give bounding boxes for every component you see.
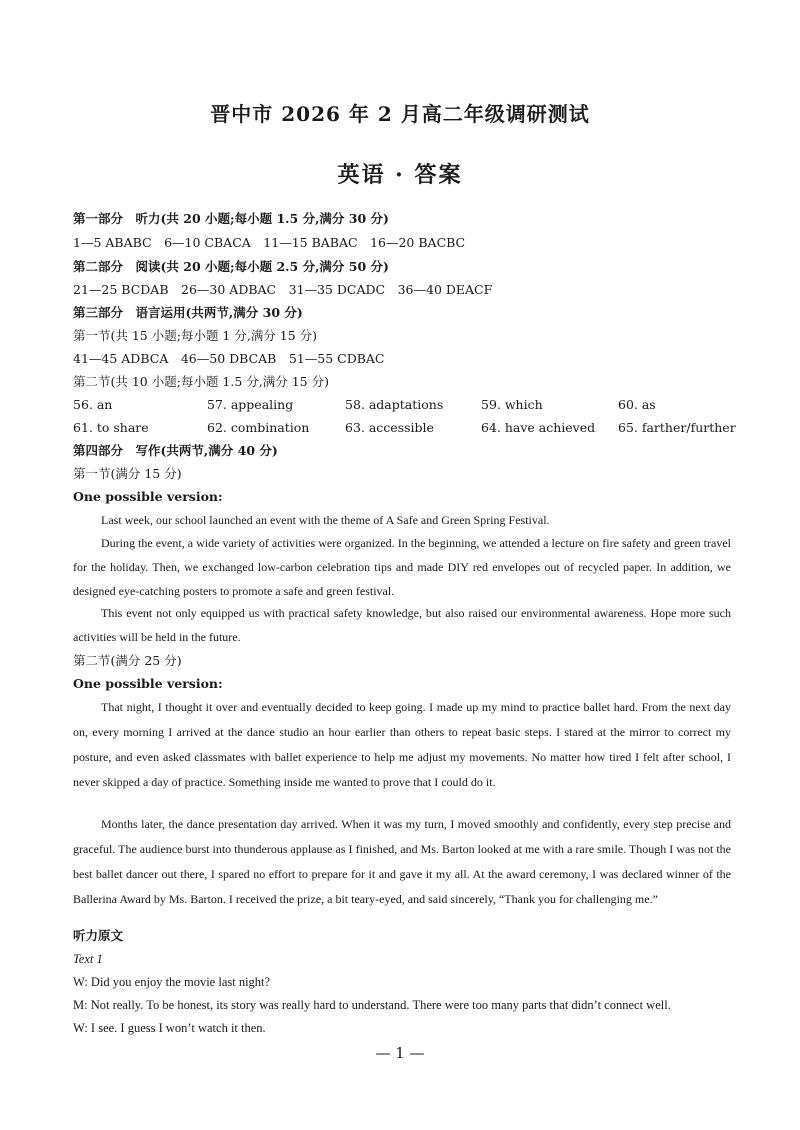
part4-heading: 第四部分 写作(共两节,满分 40 分) xyxy=(73,443,278,458)
grammar-answer-62: 62. combination xyxy=(207,420,310,435)
grammar-answer-60: 60. as xyxy=(618,397,656,412)
writing1-paragraph-1: Last week, our school launched an event with the theme of A Safe and Green Spring Festival. xyxy=(101,513,550,527)
grammar-answer-59: 59. which xyxy=(481,397,543,412)
grammar-answer-63: 63. accessible xyxy=(345,420,434,435)
page-subtitle: 英语 · 答案 xyxy=(337,162,463,188)
grammar-answer-65: 65. farther/further xyxy=(618,420,736,435)
part4-section1-label: One possible version: xyxy=(73,489,223,504)
part1-heading: 第一部分 听力(共 20 小题;每小题 1.5 分,满分 30 分) xyxy=(73,211,389,226)
grammar-answer-58: 58. adaptations xyxy=(345,397,444,412)
transcript-line-3: W: I see. I guess I won’t watch it then. xyxy=(73,1021,266,1035)
grammar-answer-57: 57. appealing xyxy=(207,397,294,412)
transcript-text-label: Text 1 xyxy=(73,952,103,966)
grammar-answer-56: 56. an xyxy=(73,397,113,412)
writing2-paragraph-1: That night, I thought it over and eventually decided to keep going. I made up my mind to practice ballet hard. From the next day on, every morning I arrived at the dance studio an hour earlier than others to repeat basic steps. I stared at the mirror to correct my posture, and even asked classmates with ballet experience to help me adjust my movements. No matter how tired I felt after school, I never skipped a day of practice. Something inside me wanted to prove that I could do it. xyxy=(73,700,731,789)
page-number: — 1 — xyxy=(375,1044,425,1062)
part1-answers: 1—5 ABABC 6—10 CBACA 11—15 BABAC 16—20 BACBC xyxy=(73,235,466,250)
part2-answers: 21—25 BCDAB 26—30 ADBAC 31—35 DCADC 36—40 DEACF xyxy=(73,282,493,297)
writing2-paragraph-2: Months later, the dance presentation day arrived. When it was my turn, I moved smoothly and confidently, every step precise and graceful. The audience burst into thunderous applause as I finished, and Ms. Barton looked at me with a rare smile. Though I was not the best ballet dancer out there, I spared no effort to prepare for it and gave it my all. At the award ceremony, I was declared winner of the Ballerina Award by Ms. Barton. I received the prize, a bit teary-eyed, and said sincerely, “Thank you for challenging me.” xyxy=(73,817,731,906)
transcript-line-2: M: Not really. To be honest, its story was really hard to understand. There were too many parts that didn’t connect well. xyxy=(73,998,671,1012)
grammar-answer-64: 64. have achieved xyxy=(481,420,596,435)
page-title: 晋中市 2026 年 2 月高二年级调研测试 xyxy=(210,102,590,126)
writing1-paragraph-3: This event not only equipped us with practical safety knowledge, but also raised our environmental awareness. Hope more such activities will be held in the future. xyxy=(73,606,731,644)
grammar-answer-61: 61. to share xyxy=(73,420,149,435)
writing1-paragraph-2: During the event, a wide variety of activities were organized. In the beginning, we attended a lecture on fire safety and green travel for the holiday. Then, we exchanged low-carbon celebration tips and made DIY red envelopes out of recycled paper. In addition, we designed eye-catching posters to promote a safe and green festival. xyxy=(73,536,731,598)
part4-section1-heading: 第一节(满分 15 分) xyxy=(73,466,182,481)
transcript-heading: 听力原文 xyxy=(73,928,124,943)
part2-heading: 第二部分 阅读(共 20 小题;每小题 2.5 分,满分 50 分) xyxy=(73,259,389,274)
transcript-line-1: W: Did you enjoy the movie last night? xyxy=(73,975,271,989)
part3-section1-answers: 41—45 ADBCA 46—50 DBCAB 51—55 CDBAC xyxy=(73,351,385,366)
part4-section2-heading: 第二节(满分 25 分) xyxy=(73,653,182,668)
part4-section2-label: One possible version: xyxy=(73,676,223,691)
part3-section2-heading: 第二节(共 10 小题;每小题 1.5 分,满分 15 分) xyxy=(73,374,329,389)
part3-section1-heading: 第一节(共 15 小题;每小题 1 分,满分 15 分) xyxy=(73,328,318,343)
part3-heading: 第三部分 语言运用(共两节,满分 30 分) xyxy=(73,305,303,320)
